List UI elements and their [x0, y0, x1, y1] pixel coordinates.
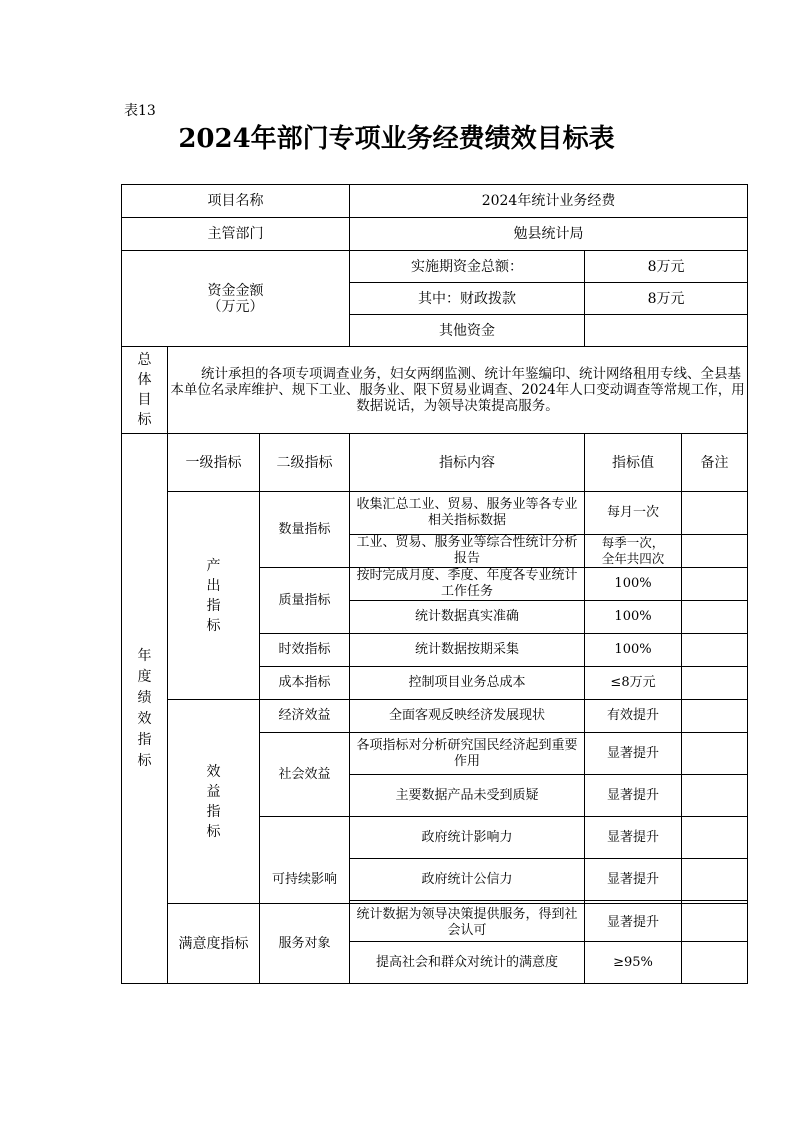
indicator-note: [682, 904, 748, 942]
indicator-value: 100%: [585, 634, 682, 667]
indicator-content: 统计数据为领导决策提供服务，得到社会认可: [350, 904, 585, 942]
indicator-content: 全面客观反映经济发展现状: [350, 700, 585, 733]
funds-total-value: 8万元: [585, 251, 748, 283]
indicator-content: 统计数据按期采集: [350, 634, 585, 667]
funds-label-line2: （万元）: [207, 298, 264, 315]
indicator-value: 显著提升: [585, 775, 682, 817]
indicator-value: 显著提升: [585, 817, 682, 859]
overall-goal-label: [122, 347, 168, 434]
indicator-content: 政府统计影响力: [350, 817, 585, 859]
indicator-content: 统计数据真实准确: [350, 601, 585, 634]
project-name-value: 2024年统计业务经费: [350, 185, 748, 218]
sustainable-impact-label-text: 可持续影响: [272, 872, 338, 887]
indicator-content: 主要数据产品未受到质疑: [350, 775, 585, 817]
indicator-value: 100%: [585, 601, 682, 634]
funds-total-label: 实施期资金总额：: [350, 251, 585, 283]
table-row: [122, 904, 748, 942]
indicator-value: 显著提升: [585, 859, 682, 901]
funds-total-row: [122, 251, 748, 283]
indicator-note: [682, 859, 748, 901]
header-note: 备注: [682, 434, 748, 492]
funds-other-label: 其他资金: [350, 315, 585, 347]
indicator-note: [682, 568, 748, 601]
indicator-value: 100%: [585, 568, 682, 601]
benefit-indicators-label: [168, 700, 260, 904]
indicator-content: 提高社会和群众对统计的满意度: [350, 942, 585, 984]
table-row: [122, 492, 748, 535]
funds-label: [122, 251, 350, 347]
performance-target-table: [121, 184, 748, 984]
indicator-note: [682, 817, 748, 859]
service-target-label: 服务对象: [260, 904, 350, 984]
indicator-content: 工业、贸易、服务业等综合性统计分析报告: [350, 535, 585, 568]
cost-indicator-label: 成本指标: [260, 667, 350, 700]
output-indicators-label: [168, 492, 260, 700]
indicator-value: 显著提升: [585, 904, 682, 942]
table-number-label: 表13: [124, 103, 156, 119]
indicator-note: [682, 634, 748, 667]
indicator-note: [682, 601, 748, 634]
satisfaction-indicators-label: 满意度指标: [168, 904, 260, 984]
overall-goal-row: [122, 347, 748, 434]
indicator-value: 有效提升: [585, 700, 682, 733]
header-level1: 一级指标: [168, 434, 260, 492]
funds-fiscal-label: 其中：财政拨款: [350, 283, 585, 315]
header-content: 指标内容: [350, 434, 585, 492]
indicator-content: 政府统计公信力: [350, 859, 585, 901]
sustainable-impact-label: [260, 817, 350, 904]
overall-goal-label-text: 总体目标: [137, 352, 152, 428]
quality-indicator-label: 质量指标: [260, 568, 350, 634]
indicator-value: ≥95%: [585, 942, 682, 984]
header-value: 指标值: [585, 434, 682, 492]
indicator-note: [682, 733, 748, 775]
overall-goal-text: 统计承担的各项专项调查业务，妇女两纲监测、统计年鉴编印、统计网络租用专线、全县基本单位名录库维护、规下工业、服务业、限下贸易业调查、2024年人口变动调查等常规工作，用数据说话，为领导决策提高服务。: [168, 347, 748, 434]
economic-benefit-label: 经济效益: [260, 700, 350, 733]
social-benefit-label: 社会效益: [260, 733, 350, 817]
indicator-note: [682, 535, 748, 568]
indicator-note: [682, 667, 748, 700]
indicator-value-line2: 全年共四次: [601, 551, 665, 566]
header-level2: 二级指标: [260, 434, 350, 492]
indicator-note: [682, 700, 748, 733]
timeliness-indicator-label: 时效指标: [260, 634, 350, 667]
department-row: [122, 218, 748, 251]
funds-label-line1: 资金金额: [207, 282, 264, 299]
indicator-value: 显著提升: [585, 733, 682, 775]
indicator-value-line1: 每季一次，: [601, 535, 665, 550]
indicator-value: ≤8万元: [585, 667, 682, 700]
annual-indicators-label-text: 年度绩效指标: [137, 647, 152, 769]
indicator-content: 各项指标对分析研究国民经济起到重要作用: [350, 733, 585, 775]
department-value: 勉县统计局: [350, 218, 748, 251]
annual-indicators-label: [122, 434, 168, 984]
page-title: 2024年部门专项业务经费绩效目标表: [178, 124, 615, 154]
table-row: [122, 700, 748, 733]
project-name-label: 项目名称: [122, 185, 350, 218]
indicator-content: 控制项目业务总成本: [350, 667, 585, 700]
indicator-content: 收集汇总工业、贸易、服务业等各专业相关指标数据: [350, 492, 585, 535]
department-label: 主管部门: [122, 218, 350, 251]
indicator-content: 按时完成月度、季度、年度各专业统计工作任务: [350, 568, 585, 601]
indicator-note: [682, 942, 748, 984]
benefit-indicators-label-text: 效益指标: [206, 763, 221, 840]
output-indicators-label-text: 产出指标: [206, 557, 221, 634]
funds-other-value: [585, 315, 748, 347]
project-name-row: [122, 185, 748, 218]
quantity-indicator-label: 数量指标: [260, 492, 350, 568]
indicator-note: [682, 492, 748, 535]
funds-fiscal-value: 8万元: [585, 283, 748, 315]
indicator-value: [585, 535, 682, 568]
indicator-value: 每月一次: [585, 492, 682, 535]
indicator-header-row: [122, 434, 748, 492]
indicator-note: [682, 775, 748, 817]
